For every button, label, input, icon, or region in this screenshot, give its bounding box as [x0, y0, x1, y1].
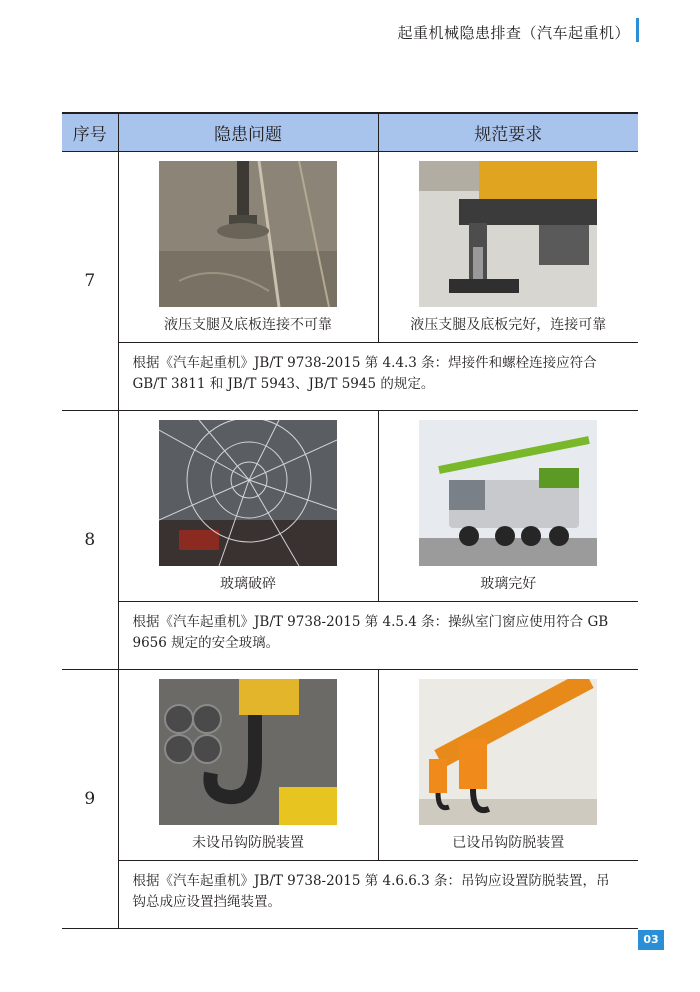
requirement-row [62, 601, 638, 669]
header-requirement: 规范要求 [378, 113, 638, 151]
hazard-caption: 玻璃破碎 [220, 575, 276, 592]
row-number: 7 [62, 151, 118, 410]
requirement-cell [378, 669, 638, 860]
outrigger-loose-photo [159, 161, 337, 307]
requirement-line: 根据《汽车起重机》JB/T 9738-2015 第 4.4.3 条：焊接件和螺栓连接应符合 [132, 354, 597, 371]
hook-with-latch-image [419, 679, 597, 825]
requirement-row [62, 860, 638, 928]
header-hazard: 隐患问题 [118, 113, 378, 151]
hook-with-latch-photo [419, 679, 597, 825]
header-no: 序号 [62, 113, 118, 151]
requirement-line: 根据《汽车起重机》JB/T 9738-2015 第 4.5.4 条：操纵室门窗应使用符合 GB [132, 613, 609, 630]
outrigger-loose-image [159, 161, 337, 307]
requirement-text [118, 601, 638, 669]
hazard-cell [118, 669, 378, 860]
outrigger-ok-image [419, 161, 597, 307]
row-number: 9 [62, 669, 118, 928]
page-number: 03 [638, 930, 664, 950]
header-accent-bar [636, 18, 639, 42]
requirement-text [118, 860, 638, 928]
requirement-cell [378, 410, 638, 601]
intact-glass-image [419, 420, 597, 566]
hazard-caption: 液压支腿及底板连接不可靠 [164, 316, 332, 333]
requirement-text [118, 342, 638, 410]
intact-glass-photo [419, 420, 597, 566]
requirement-cell [378, 151, 638, 342]
broken-glass-photo [159, 420, 337, 566]
requirement-row [62, 342, 638, 410]
table-header-row [62, 113, 638, 151]
requirement-line: 根据《汽车起重机》JB/T 9738-2015 第 4.6.6.3 条：吊钩应设置防脱装置，吊 [132, 872, 610, 889]
hazard-table [62, 112, 638, 929]
table-row [62, 410, 638, 601]
hook-no-latch-image [159, 679, 337, 825]
outrigger-ok-photo [419, 161, 597, 307]
header-title: 起重机械隐患排查（汽车起重机） [397, 24, 630, 42]
table-row [62, 151, 638, 342]
ok-caption: 玻璃完好 [480, 575, 537, 592]
broken-glass-image [159, 420, 337, 566]
ok-caption: 液压支腿及底板完好，连接可靠 [410, 316, 607, 333]
requirement-line: 9656 规定的安全玻璃。 [132, 634, 280, 651]
hazard-cell [118, 410, 378, 601]
requirement-line: GB/T 3811 和 JB/T 5943、JB/T 5945 的规定。 [132, 375, 435, 392]
hook-no-latch-photo [159, 679, 337, 825]
row-number: 8 [62, 410, 118, 669]
ok-caption: 已设吊钩防脱装置 [452, 834, 565, 851]
requirement-line: 钩总成应设置挡绳装置。 [132, 893, 281, 910]
hazard-cell [118, 151, 378, 342]
table-row [62, 669, 638, 860]
hazard-caption: 未设吊钩防脱装置 [192, 834, 304, 851]
